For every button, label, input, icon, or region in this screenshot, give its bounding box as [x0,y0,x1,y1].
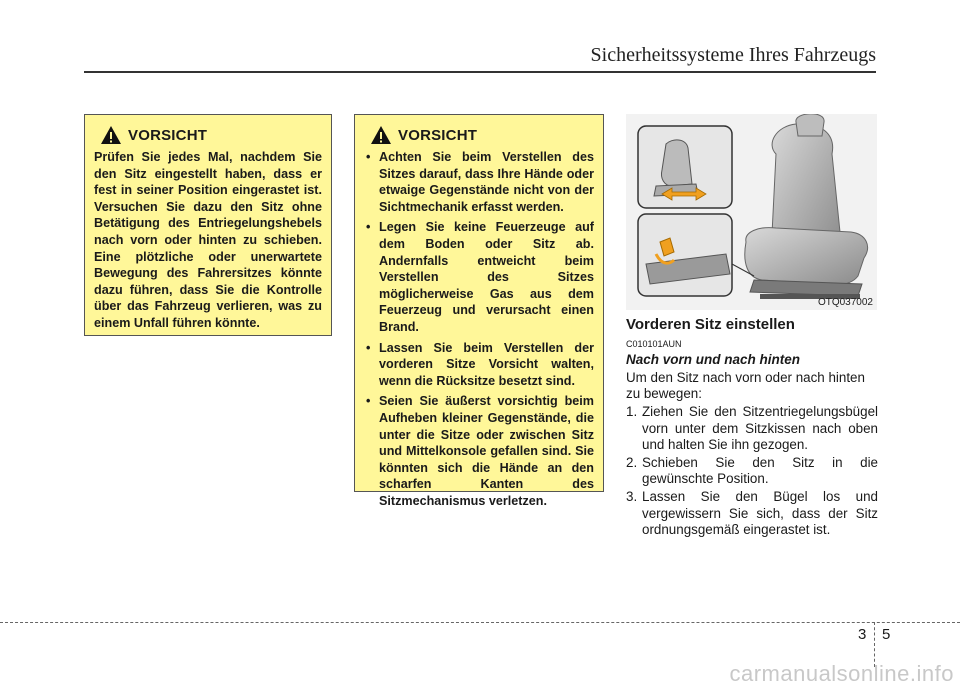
seat-adjustment-figure [626,114,877,310]
step-number: 2. [626,455,638,471]
header-rule [84,71,876,73]
section-body [626,370,878,540]
caution-bullet-item: • Legen Sie keine Feuerzeuge auf dem Boden oder Sitz ab. Andernfalls entweicht beim Verstellen des Sitzes möglicherweise Gas aus dem Feuerzeug und verursacht einen Brand. [364,219,594,335]
caution-text: Prüfen Sie jedes Mal, nachdem Sie den Sitz eingestellt haben, dass er fest in seiner Position eingerastet ist. Versuchen Sie dazu den Sitz ohne Betätigung des Entriegelungshebels nach vorn oder hinten zu schieben. Eine plötzliche oder unerwartete Bewegung des Fahrersitzes könnte dazu führen, dass Sie die Kontrolle über das Fahrzeug verlieren, was zu einem Unfall führen könnte. [94,150,322,330]
caution-box-middle [354,114,604,508]
section-code: C010101AUN [626,339,682,349]
step-item [626,404,878,453]
section-title: Vorderen Sitz einstellen [626,316,795,333]
step-list [626,404,878,538]
seat-illustration [626,114,877,310]
step-text: Lassen Sie den Bügel los und vergewissern Sie sich, dass der Sitz ordnungsgemäß eingerastet ist. [642,489,878,537]
step-item [626,455,878,487]
chapter-number: 3 [858,626,867,643]
step-item [626,489,878,538]
caution-bullet-item: • Lassen Sie beim Verstellen der vorderen Sitze Vorsicht walten, wenn die Rücksitze besetzt sind. [364,340,594,390]
caution-title: VORSICHT [398,126,478,144]
warning-triangle-icon [370,125,392,145]
step-number: 3. [626,489,638,505]
section-subtitle: Nach vorn und nach hinten [626,352,801,367]
step-text: Ziehen Sie den Sitzentriegelungsbügel vorn unter dem Sitzkissen nach oben und halten Sie ihn gezogen. [642,404,878,452]
caution-header [370,125,594,145]
footer-dashed-rule [0,622,960,623]
caution-title: VORSICHT [128,126,208,144]
watermark: carmanualsonline.info [729,661,954,686]
figure-code: OTQ037002 [817,297,873,308]
caution-bullet-item: • Seien Sie äußerst vorsichtig beim Aufheben kleiner Gegenstände, die unter die Sitze oder zwischen Sitz und Mittelkonsole gefallen sind. Sie könnten sich die Hände an den scharfen Kanten des Sitzmechanismus verletzen. [364,393,594,509]
caution-bullet-item: • Achten Sie beim Verstellen des Sitzes darauf, dass Ihre Hände oder etwaige Gegenstände nicht von der Sichtmechanik erfasst werden. [364,149,594,215]
intro-text: Um den Sitz nach vorn oder nach hinten zu bewegen: [626,370,865,402]
caution-box-left [84,114,332,336]
warning-triangle-icon [100,125,122,145]
page-header-title: Sicherheitssysteme Ihres Fahrzeugs [590,44,876,66]
caution-bullet-list [364,149,594,509]
step-text: Schieben Sie den Sitz in die gewünschte Position. [642,455,878,487]
caution-header [100,125,322,145]
page-number: 5 [882,626,891,643]
step-number: 1. [626,404,638,420]
